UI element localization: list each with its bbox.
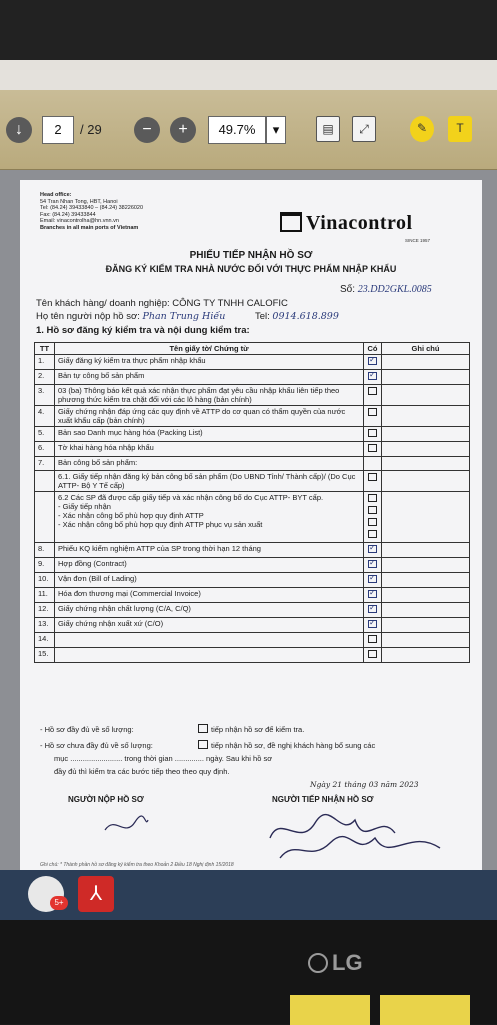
highlight-text-icon[interactable]: T — [448, 116, 472, 142]
taskbar — [0, 870, 497, 920]
table-row — [35, 603, 470, 618]
row-checkbox-cell — [364, 603, 382, 618]
logo-since: SINCE 1957 — [405, 238, 431, 243]
window-titlebar — [0, 60, 497, 90]
logo-text: Vinacontrol — [306, 212, 413, 234]
fit-width-icon[interactable]: ▤ — [316, 116, 340, 142]
document-note: Ghi chú: * Thành phần hồ sơ đăng ký kiểm tra theo Khoản 2 Điều 18 Nghị định 15/2018 — [40, 862, 234, 868]
row-checkbox-cell — [364, 543, 382, 558]
pdf-icon: ⅄ — [89, 883, 103, 905]
table-row — [35, 648, 470, 663]
zalo-app-icon[interactable] — [28, 876, 64, 912]
row-number: 2. — [35, 370, 55, 385]
empty-checkbox[interactable] — [368, 408, 377, 416]
customer-value: CÔNG TY TNHH CALOFIC — [172, 298, 288, 309]
table-row — [35, 442, 470, 457]
row-document-name: Bản tự công bố sản phẩm — [55, 370, 364, 385]
zoom-dropdown-icon[interactable]: ▾ — [266, 116, 286, 144]
row-number: 10. — [35, 573, 55, 588]
row-note-cell — [382, 573, 470, 588]
row-number: 9. — [35, 558, 55, 573]
row-checkbox-cell — [364, 633, 382, 648]
checked-checkbox[interactable] — [368, 560, 377, 568]
row-checkbox-cell — [364, 427, 382, 442]
checked-checkbox[interactable] — [368, 620, 377, 628]
zoom-level-input[interactable]: 49.7% — [208, 116, 266, 144]
table-row — [35, 573, 470, 588]
tel-value: 0914.618.899 — [272, 311, 339, 322]
zoom-in-icon[interactable]: + — [170, 117, 196, 143]
comment-icon[interactable]: ✎ — [410, 116, 434, 142]
footer-incomplete-line — [40, 740, 375, 750]
row-document-name: Giấy đăng ký kiểm tra thực phẩm nhập khẩu — [55, 355, 364, 370]
table-row — [35, 558, 470, 573]
row-note-cell — [382, 603, 470, 618]
row-document-name: 6.1. Giấy tiếp nhận đăng ký bản công bố sản phẩm (Do UBND Tỉnh/ Thành cấp)/ (Do Cục ATTP- Bộ Y Tế cấp) — [55, 471, 364, 492]
date-line: Ngày 21 tháng 03 năm 2023 — [310, 780, 419, 789]
head-office-line: Branches in all main ports of Vietnam — [40, 224, 139, 231]
monitor-brand-text: LG — [332, 950, 363, 975]
monitor-bezel-top — [0, 0, 497, 60]
row-checkbox-cell — [364, 385, 382, 406]
row-checkbox-cell — [364, 406, 382, 427]
table-row — [35, 427, 470, 442]
row-number: 11. — [35, 588, 55, 603]
document-subtitle: ĐĂNG KÝ KIỂM TRA NHÀ NƯỚC ĐỐI VỚI THỰC PHẨM NHẬP KHẨU — [105, 264, 397, 274]
row-checkbox-cell — [364, 618, 382, 633]
row-note-cell — [382, 385, 470, 406]
table-row — [35, 471, 470, 492]
page-total: / 29 — [80, 122, 102, 137]
table-row — [35, 633, 470, 648]
empty-checkbox[interactable] — [368, 429, 377, 437]
empty-checkbox[interactable] — [368, 530, 377, 538]
right-signature — [260, 808, 460, 868]
sticky-note — [380, 995, 470, 1025]
document-checklist-table — [34, 342, 470, 663]
row-checkbox-cell — [364, 355, 382, 370]
checked-checkbox[interactable] — [368, 605, 377, 613]
row-checkbox-cell — [364, 492, 382, 543]
section-1-heading: 1. Hồ sơ đăng ký kiểm tra và nội dung kiểm tra: — [36, 325, 250, 336]
fit-page-icon[interactable]: ⤢ — [352, 116, 376, 142]
so-value: 23.DD2GKL.0085 — [357, 284, 432, 295]
row-document-name: Bản sao Danh mục hàng hóa (Packing List) — [55, 427, 364, 442]
row-document-name: Hợp đồng (Contract) — [55, 558, 364, 573]
row-number: 1. — [35, 355, 55, 370]
complete-checkbox[interactable] — [198, 724, 208, 733]
row-number: 4. — [35, 406, 55, 427]
checked-checkbox[interactable] — [368, 372, 377, 380]
row-number: 6. — [35, 442, 55, 457]
row-checkbox-cell — [364, 588, 382, 603]
row-note-cell — [382, 471, 470, 492]
row-note-cell — [382, 457, 470, 471]
empty-checkbox[interactable] — [368, 635, 377, 643]
page-number-input[interactable]: 2 — [42, 116, 74, 144]
row-document-name: Giấy chứng nhận xuất xứ (C/O) — [55, 618, 364, 633]
lg-logo-icon — [308, 953, 328, 973]
table-header-row — [35, 343, 470, 355]
header-tt: TT — [35, 343, 55, 355]
tel-label: Tel: — [254, 311, 270, 322]
empty-checkbox[interactable] — [368, 444, 377, 452]
submitter-label: Họ tên người nộp hồ sơ: — [36, 311, 140, 322]
row-number: 14. — [35, 633, 55, 648]
row-document-name: Tờ khai hàng hóa nhập khẩu — [55, 442, 364, 457]
incomplete-checkbox[interactable] — [198, 740, 208, 749]
row-note-cell — [382, 543, 470, 558]
checked-checkbox[interactable] — [368, 357, 377, 365]
row-document-name: 6.2 Các SP đã được cấp giấy tiếp và xác nhận công bố do Cục ATTP- BYT cấp. - Giấy tiếp nhận - Xác nhận công bố phù hợp quy định ATTP - Xác nhận công bố phù hợp quy định ATTP phục vụ sản xuất — [55, 492, 364, 543]
vinacontrol-logo — [280, 212, 413, 235]
row-document-name: Giấy chứng nhận đáp ứng các quy định về ATTP do cơ quan có thẩm quyền của nước xuất khẩu cấp (bản chính) — [55, 406, 364, 427]
row-note-cell — [382, 492, 470, 543]
row-document-name: Hóa đơn thương mại (Commercial Invoice) — [55, 588, 364, 603]
row-note-cell — [382, 442, 470, 457]
checked-checkbox[interactable] — [368, 590, 377, 598]
row-number: 8. — [35, 543, 55, 558]
submitter-value: Phan Trung Hiếu — [142, 311, 226, 322]
footer-complete-line — [40, 724, 304, 734]
row-checkbox-cell — [364, 648, 382, 663]
row-number: 3. — [35, 385, 55, 406]
head-office-line: Fax: (84.24) 39433844 — [40, 211, 96, 218]
document-number — [340, 284, 432, 295]
pdf-page — [20, 180, 482, 870]
footer-incomplete-label: - Hồ sơ chưa đầy đủ về số lượng: — [40, 741, 153, 750]
row-document-name: Vận đơn (Bill of Lading) — [55, 573, 364, 588]
table-row — [35, 588, 470, 603]
row-number — [35, 492, 55, 543]
empty-checkbox[interactable] — [368, 650, 377, 658]
row-number: 12. — [35, 603, 55, 618]
row-number: 15. — [35, 648, 55, 663]
row-document-name: Giấy chứng nhận chất lượng (C/A, C/Q) — [55, 603, 364, 618]
head-office-line: Head office: — [40, 192, 72, 198]
right-sign-label: NGƯỜI TIẾP NHẬN HỒ SƠ — [272, 795, 374, 804]
footer-line-4: đầy đủ thì kiểm tra các bước tiếp theo theo quy định. — [54, 767, 230, 776]
head-office-line: 54 Tran Nhan Tong, HBT, Hanoi — [40, 198, 118, 205]
pdf-toolbar — [0, 90, 497, 170]
header-name: Tên giấy tờ/ Chứng từ — [55, 343, 364, 355]
pdf-reader-app-icon[interactable] — [78, 876, 114, 912]
sticky-note — [290, 995, 370, 1025]
header-co: Có — [364, 343, 382, 355]
so-label: Số: — [340, 284, 356, 295]
row-checkbox-cell — [364, 558, 382, 573]
row-number: 7. — [35, 457, 55, 471]
monitor-brand — [308, 950, 363, 976]
table-row — [35, 370, 470, 385]
head-office-info — [40, 192, 190, 231]
row-document-name: 03 (ba) Thông báo kết quả xác nhận thực phẩm đạt yêu cầu nhập khẩu liên tiếp theo phương thức kiểm tra chặt đối với các lô hàng (bản chính) — [55, 385, 364, 406]
customer-label: Tên khách hàng/ doanh nghiệp: — [36, 298, 170, 309]
row-note-cell — [382, 648, 470, 663]
empty-checkbox[interactable] — [368, 473, 377, 481]
left-sign-label: NGƯỜI NỘP HỒ SƠ — [68, 795, 144, 804]
row-number: 5. — [35, 427, 55, 442]
row-document-name: Phiếu KQ kiểm nghiệm ATTP của SP trong thời hạn 12 tháng — [55, 543, 364, 558]
table-row — [35, 406, 470, 427]
row-document-name — [55, 648, 364, 663]
row-checkbox-cell — [364, 471, 382, 492]
customer-line — [36, 298, 288, 309]
checked-checkbox[interactable] — [368, 575, 377, 583]
row-note-cell — [382, 588, 470, 603]
empty-checkbox[interactable] — [368, 494, 377, 502]
head-office-line: Email: vinacontrolha@hn.vnn.vn — [40, 218, 119, 224]
head-office-line: Tel: (84.24) 39433840 – (84.24) 38226020 — [40, 205, 144, 211]
footer-line-3: mục ......................... trong thời gian .............. ngày. Sau khi hồ sơ — [54, 754, 273, 763]
table-row — [35, 543, 470, 558]
row-checkbox-cell — [364, 573, 382, 588]
submitter-line — [36, 311, 339, 322]
checked-checkbox[interactable] — [368, 545, 377, 553]
row-note-cell — [382, 427, 470, 442]
table-row — [35, 385, 470, 406]
row-checkbox-cell — [364, 442, 382, 457]
empty-checkbox[interactable] — [368, 518, 377, 526]
row-document-name: Bản công bố sản phẩm: — [55, 457, 364, 471]
empty-checkbox[interactable] — [368, 387, 377, 395]
left-signature — [100, 810, 150, 840]
empty-checkbox[interactable] — [368, 506, 377, 514]
vinacontrol-logo-icon — [280, 212, 302, 232]
row-number: 13. — [35, 618, 55, 633]
table-row — [35, 457, 470, 471]
header-note: Ghi chú — [382, 343, 470, 355]
notification-badge-icon: 5+ — [50, 896, 68, 910]
row-checkbox-cell — [364, 457, 382, 471]
footer-incomplete-text: tiếp nhận hồ sơ, đề nghị khách hàng bổ sung các — [211, 741, 376, 750]
footer-complete-label: - Hồ sơ đầy đủ về số lượng: — [40, 725, 134, 734]
page-down-icon[interactable]: ↓ — [6, 117, 32, 143]
row-number — [35, 471, 55, 492]
row-document-name — [55, 633, 364, 648]
row-note-cell — [382, 618, 470, 633]
row-note-cell — [382, 633, 470, 648]
row-note-cell — [382, 370, 470, 385]
row-note-cell — [382, 355, 470, 370]
row-note-cell — [382, 406, 470, 427]
row-checkbox-cell — [364, 370, 382, 385]
row-note-cell — [382, 558, 470, 573]
table-row — [35, 492, 470, 543]
zoom-out-icon[interactable]: − — [134, 117, 160, 143]
document-title: PHIẾU TIẾP NHẬN HỒ SƠ — [189, 250, 313, 261]
table-row — [35, 618, 470, 633]
table-row — [35, 355, 470, 370]
footer-complete-text: tiếp nhận hồ sơ để kiểm tra. — [211, 725, 305, 734]
